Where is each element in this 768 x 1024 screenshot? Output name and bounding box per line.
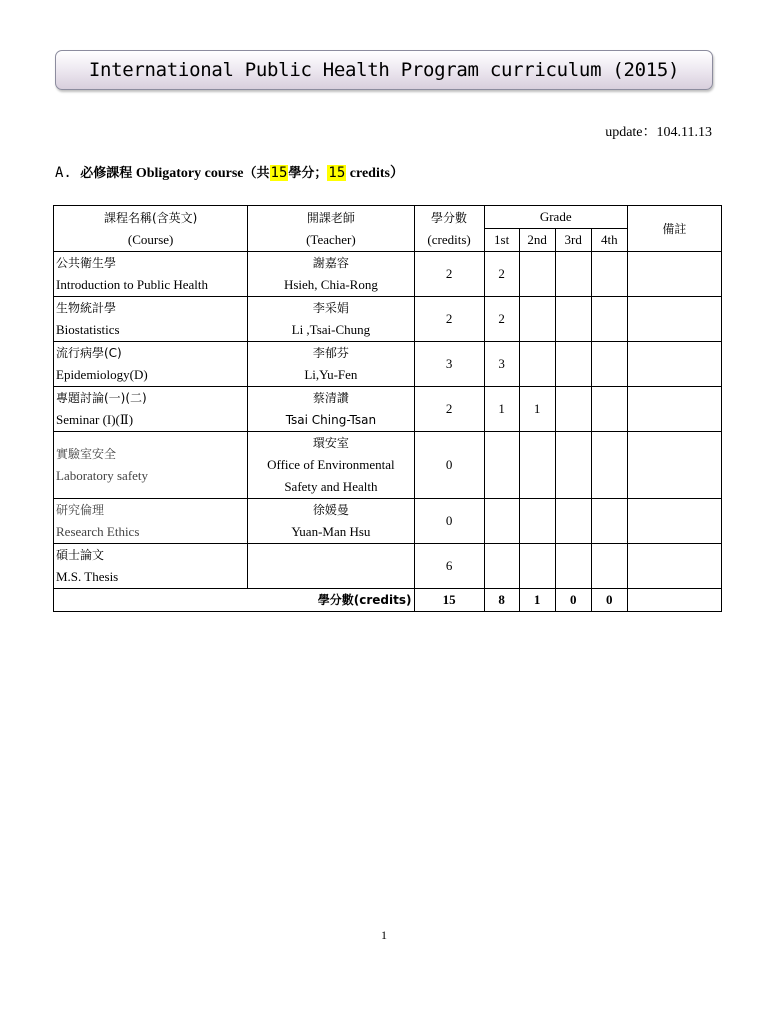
grade-4th-cell — [591, 499, 627, 544]
credits-cell: 3 — [414, 342, 484, 387]
section-open: （共 — [243, 166, 270, 181]
course-cell: 生物統計學 Biostatistics — [54, 297, 248, 342]
header-grade-1st: 1st — [484, 229, 519, 252]
credits-zh-unit: 學分； — [288, 166, 328, 181]
remarks-cell — [627, 297, 721, 342]
grade-1st-cell — [484, 499, 519, 544]
course-cell: 流行病學(C) Epidemiology(D) — [54, 342, 248, 387]
section-heading — [55, 162, 404, 182]
credits-zh-value: 15 — [270, 165, 288, 181]
page-title: International Public Health Program curriculum (2015) — [88, 59, 680, 81]
table-row — [54, 297, 722, 342]
teacher-cell: 徐媛曼 Yuan-Man Hsu — [248, 499, 414, 544]
total-grade-2nd: 1 — [519, 589, 555, 612]
grade-4th-cell — [591, 252, 627, 297]
grade-2nd-cell: 1 — [519, 387, 555, 432]
table-row — [54, 342, 722, 387]
header-remarks: 備註 — [627, 206, 721, 252]
header-grade-2nd: 2nd — [519, 229, 555, 252]
total-credits: 15 — [414, 589, 484, 612]
course-cell: 專題討論(一)(二) Seminar (I)(Ⅱ) — [54, 387, 248, 432]
grade-4th-cell — [591, 432, 627, 499]
total-grade-4th: 0 — [591, 589, 627, 612]
grade-1st-cell — [484, 432, 519, 499]
grade-4th-cell — [591, 297, 627, 342]
total-grade-3rd: 0 — [555, 589, 591, 612]
header-credits: 學分數 (credits) — [414, 206, 484, 252]
table-row — [54, 544, 722, 589]
grade-1st-cell: 2 — [484, 297, 519, 342]
grade-2nd-cell — [519, 544, 555, 589]
grade-3rd-cell — [555, 297, 591, 342]
grade-2nd-cell — [519, 432, 555, 499]
teacher-cell: 李郁芬 Li,Yu-Fen — [248, 342, 414, 387]
table-row — [54, 252, 722, 297]
header-grade: Grade — [484, 206, 627, 229]
section-zh-label: 必修課程 — [80, 166, 133, 181]
table-row — [54, 387, 722, 432]
credits-cell: 0 — [414, 432, 484, 499]
teacher-cell: 李采娟 Li ,Tsai-Chung — [248, 297, 414, 342]
grade-2nd-cell — [519, 342, 555, 387]
grade-1st-cell: 2 — [484, 252, 519, 297]
total-row — [54, 589, 722, 612]
grade-3rd-cell — [555, 252, 591, 297]
header-teacher: 開課老師 (Teacher) — [248, 206, 414, 252]
remarks-cell — [627, 544, 721, 589]
grade-2nd-cell — [519, 297, 555, 342]
credits-en-value: 15 — [328, 165, 346, 181]
header-grade-4th: 4th — [591, 229, 627, 252]
grade-3rd-cell — [555, 499, 591, 544]
teacher-cell: 謝嘉容 Hsieh, Chia-Rong — [248, 252, 414, 297]
grade-4th-cell — [591, 544, 627, 589]
teacher-cell — [248, 544, 414, 589]
curriculum-table — [53, 205, 722, 612]
teacher-cell: 環安室 Office of Environmental Safety and Health — [248, 432, 414, 499]
header-course: 課程名稱(含英文) (Course) — [54, 206, 248, 252]
grade-4th-cell — [591, 342, 627, 387]
remarks-cell — [627, 499, 721, 544]
total-grade-1st: 8 — [484, 589, 519, 612]
grade-1st-cell: 3 — [484, 342, 519, 387]
section-prefix: A. — [55, 165, 81, 181]
course-cell: 碩士論文 M.S. Thesis — [54, 544, 248, 589]
section-en-label: Obligatory course — [132, 166, 244, 181]
remarks-cell — [627, 387, 721, 432]
update-date: update：104.11.13 — [605, 125, 712, 140]
credits-cell: 6 — [414, 544, 484, 589]
header-grade-3rd: 3rd — [555, 229, 591, 252]
total-label: 學分數(credits) — [54, 589, 415, 612]
table-row — [54, 499, 722, 544]
remarks-cell — [627, 432, 721, 499]
credits-en-unit: credits） — [346, 166, 404, 181]
grade-3rd-cell — [555, 387, 591, 432]
page-number: 1 — [381, 928, 387, 942]
credits-cell: 2 — [414, 387, 484, 432]
remarks-cell — [627, 342, 721, 387]
grade-3rd-cell — [555, 544, 591, 589]
title-banner — [55, 50, 713, 90]
teacher-cell: 蔡清讚 Tsai Ching-Tsan — [248, 387, 414, 432]
course-cell: 研究倫理 Research Ethics — [54, 499, 248, 544]
course-cell: 公共衛生學 Introduction to Public Health — [54, 252, 248, 297]
credits-cell: 0 — [414, 499, 484, 544]
total-remarks — [627, 589, 721, 612]
table-row — [54, 432, 722, 499]
grade-3rd-cell — [555, 342, 591, 387]
course-cell: 實驗室安全 Laboratory safety — [54, 432, 248, 499]
grade-1st-cell: 1 — [484, 387, 519, 432]
remarks-cell — [627, 252, 721, 297]
credits-cell: 2 — [414, 297, 484, 342]
grade-4th-cell — [591, 387, 627, 432]
grade-2nd-cell — [519, 252, 555, 297]
credits-cell: 2 — [414, 252, 484, 297]
grade-1st-cell — [484, 544, 519, 589]
grade-2nd-cell — [519, 499, 555, 544]
grade-3rd-cell — [555, 432, 591, 499]
header-row-1 — [54, 206, 722, 229]
